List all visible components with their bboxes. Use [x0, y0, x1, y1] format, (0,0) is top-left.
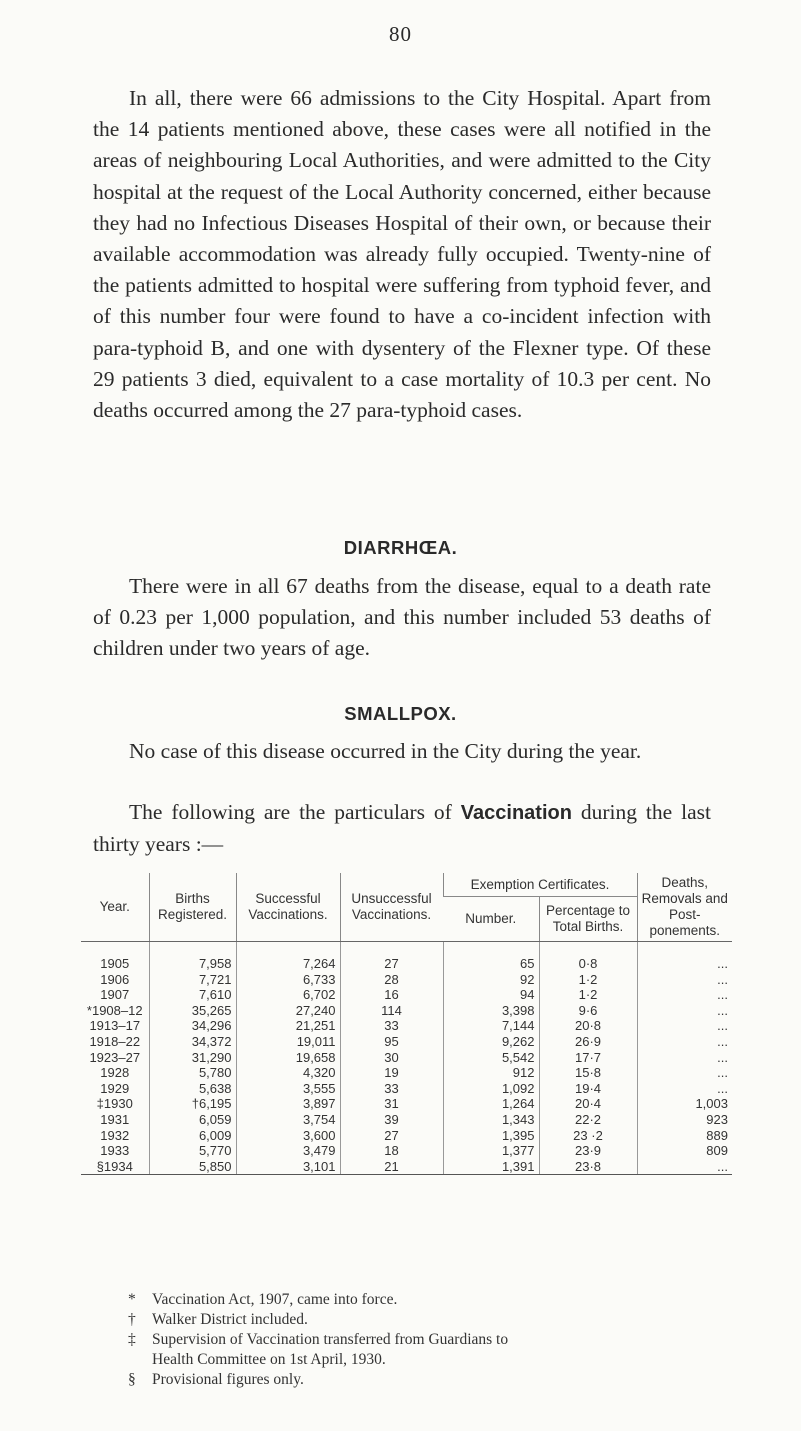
header-exemption: Exemption Certificates.: [443, 873, 637, 897]
cell-births: 6,009: [149, 1128, 236, 1144]
cell-deaths: ...: [637, 987, 732, 1003]
cell-successful: 7,264: [236, 942, 340, 972]
paragraph-diarrhoea: There were in all 67 deaths from the disease, equal to a death rate of 0.23 per 1,000 population, and this number included 53 deaths of children under two years of age.: [93, 574, 711, 661]
cell-deaths: ...: [637, 1050, 732, 1066]
cell-deaths: ...: [637, 1034, 732, 1050]
header-deaths: Deaths, Removals and Post-ponements.: [637, 873, 732, 942]
table-row: [81, 1128, 732, 1144]
footnote-text: Supervision of Vaccination transferred from Guardians to: [152, 1331, 509, 1348]
cell-year: 1907: [100, 987, 130, 1003]
table-row: [81, 972, 732, 988]
footnote-2: [128, 1310, 688, 1330]
cell-unsuccessful: 39: [340, 1112, 443, 1128]
cell-number: 65: [443, 942, 539, 972]
footnote-symbol: *: [128, 1291, 136, 1308]
table-row: [81, 1034, 732, 1050]
cell-births: 7,610: [149, 987, 236, 1003]
footnote-text: Provisional figures only.: [152, 1371, 304, 1388]
cell-unsuccessful: 95: [340, 1034, 443, 1050]
cell-births: 6,059: [149, 1112, 236, 1128]
cell-successful: 6,733: [236, 972, 340, 988]
footnote-4: [128, 1370, 688, 1390]
cell-pct: 15·8: [539, 1065, 637, 1081]
cell-births: 5,850: [149, 1159, 236, 1175]
table-row: [81, 1143, 732, 1159]
page-number: 80: [389, 22, 412, 46]
table-row: [81, 942, 732, 972]
cell-year: 1932: [100, 1127, 130, 1143]
vaccination-table: [81, 873, 732, 1175]
cell-unsuccessful: 31: [340, 1096, 443, 1112]
paragraph-admissions: In all, there were 66 admissions to the City Hospital. Apart from the 14 patients mentioned above, these cases were all notified in the areas of neighbouring Local Authorities, and were admitted to the City hospital at the request of the Local Authority concerned, either because they had no Infectious Diseases Hospital of their own, or because their available accommodation was already fully occupied. Twenty-nine of the patients admitted to hospital were suffering from typhoid fever, and of this number four were found to have a co-incident infection with para-typhoid B, and one with dysentery of the Flexner type. Of these 29 patients 3 died, equivalent to a case mortality of 10.3 per cent. No deaths occurred among the 27 para-typhoid cases.: [93, 86, 711, 423]
cell-number: 1,395: [443, 1128, 539, 1144]
cell-pct: 20·8: [539, 1018, 637, 1034]
header-births: Births Registered.: [149, 873, 236, 942]
paragraph-smallpox: No case of this disease occurred in the City during the year.: [129, 739, 642, 763]
cell-pct: 23·8: [539, 1159, 637, 1175]
table-row: [81, 1081, 732, 1097]
footnote-3-continuation: Health Committee on 1st April, 1930.: [152, 1351, 386, 1368]
cell-pct: 17·7: [539, 1050, 637, 1066]
cell-successful: 6,702: [236, 987, 340, 1003]
intro-text-bold: Vaccination: [460, 802, 572, 824]
cell-successful: 3,754: [236, 1112, 340, 1128]
cell-successful: 27,240: [236, 1003, 340, 1019]
cell-unsuccessful: 30: [340, 1050, 443, 1066]
cell-number: 3,398: [443, 1003, 539, 1019]
cell-deaths: ...: [637, 942, 732, 972]
cell-successful: 3,479: [236, 1143, 340, 1159]
header-number: Number.: [443, 897, 539, 942]
cell-unsuccessful: 19: [340, 1065, 443, 1081]
footnote-3: [128, 1330, 688, 1350]
cell-deaths: 809: [637, 1143, 732, 1159]
cell-pct: 1·2: [539, 987, 637, 1003]
cell-unsuccessful: 114: [340, 1003, 443, 1019]
cell-deaths: ...: [637, 972, 732, 988]
cell-number: 7,144: [443, 1018, 539, 1034]
footnotes: [128, 1290, 688, 1390]
cell-year: 1928: [100, 1065, 130, 1081]
cell-year: 1913–17: [89, 1018, 141, 1034]
cell-deaths: ...: [637, 1065, 732, 1081]
cell-pct: 22·2: [539, 1112, 637, 1128]
cell-births: †6,195: [149, 1096, 236, 1112]
cell-successful: 19,658: [236, 1050, 340, 1066]
table-row: [81, 1096, 732, 1112]
cell-pct: 23·9: [539, 1143, 637, 1159]
table-row: [81, 1065, 732, 1081]
cell-number: 94: [443, 987, 539, 1003]
table-body: [81, 942, 732, 1175]
cell-pct: 23 ·2: [539, 1128, 637, 1144]
cell-number: 1,377: [443, 1143, 539, 1159]
cell-pct: 0·8: [539, 942, 637, 972]
cell-deaths: ...: [637, 1018, 732, 1034]
cell-pct: 9·6: [539, 1003, 637, 1019]
cell-number: 912: [443, 1065, 539, 1081]
cell-unsuccessful: 18: [340, 1143, 443, 1159]
cell-unsuccessful: 27: [340, 942, 443, 972]
cell-unsuccessful: 16: [340, 987, 443, 1003]
table-row: [81, 1050, 732, 1066]
cell-year: 1933: [100, 1143, 130, 1159]
cell-number: 9,262: [443, 1034, 539, 1050]
cell-deaths: ...: [637, 1003, 732, 1019]
cell-deaths: 889: [637, 1128, 732, 1144]
cell-pct: 1·2: [539, 972, 637, 988]
footnote-text: Vaccination Act, 1907, came into force.: [152, 1291, 398, 1308]
cell-successful: 19,011: [236, 1034, 340, 1050]
intro-text-after: during the last thirty years :—: [93, 800, 711, 857]
cell-year: 1931: [100, 1111, 130, 1127]
footnote-symbol: §: [128, 1371, 136, 1388]
cell-number: 1,391: [443, 1159, 539, 1175]
cell-year: ‡1930: [96, 1096, 133, 1112]
cell-births: 5,780: [149, 1065, 236, 1081]
footnote-1: [128, 1290, 688, 1310]
cell-year: §1934: [81, 1159, 149, 1175]
cell-births: 31,290: [149, 1050, 236, 1066]
cell-year: *1908–12: [86, 1002, 143, 1018]
cell-births: 7,721: [149, 972, 236, 988]
header-successful: Successful Vaccinations.: [236, 873, 340, 942]
cell-deaths: ...: [637, 1081, 732, 1097]
cell-unsuccessful: 33: [340, 1018, 443, 1034]
heading-smallpox: SMALLPOX.: [344, 703, 457, 724]
cell-deaths: 923: [637, 1112, 732, 1128]
cell-successful: 3,897: [236, 1096, 340, 1112]
cell-pct: 26·9: [539, 1034, 637, 1050]
cell-unsuccessful: 28: [340, 972, 443, 988]
cell-number: 1,264: [443, 1096, 539, 1112]
cell-births: 5,638: [149, 1081, 236, 1097]
header-year: Year.: [81, 873, 149, 942]
heading-diarrhoea: DIARRHŒA.: [343, 537, 458, 558]
footnote-text: Walker District included.: [152, 1311, 308, 1328]
cell-successful: 21,251: [236, 1018, 340, 1034]
cell-deaths: ...: [637, 1159, 732, 1175]
cell-pct: 19·4: [539, 1081, 637, 1097]
cell-pct: 20·4: [539, 1096, 637, 1112]
cell-number: 5,542: [443, 1050, 539, 1066]
cell-year: 1918–22: [89, 1033, 141, 1049]
intro-text-before: The following are the particulars of: [129, 800, 461, 824]
table-row: [81, 1159, 732, 1175]
table-row: [81, 1112, 732, 1128]
cell-number: 1,092: [443, 1081, 539, 1097]
cell-unsuccessful: 27: [340, 1128, 443, 1144]
footnote-symbol: ‡: [128, 1331, 136, 1348]
cell-births: 34,372: [149, 1034, 236, 1050]
cell-year: 1929: [100, 1080, 130, 1096]
table-row: [81, 1003, 732, 1019]
cell-unsuccessful: 33: [340, 1081, 443, 1097]
header-percentage: Percentage to Total Births.: [539, 897, 637, 942]
cell-births: 35,265: [149, 1003, 236, 1019]
cell-deaths: 1,003: [637, 1096, 732, 1112]
cell-births: 7,958: [149, 942, 236, 972]
cell-successful: 3,600: [236, 1128, 340, 1144]
cell-year: 1923–27: [89, 1049, 141, 1065]
cell-number: 1,343: [443, 1112, 539, 1128]
cell-successful: 3,555: [236, 1081, 340, 1097]
cell-unsuccessful: 21: [340, 1159, 443, 1175]
table-row: [81, 987, 732, 1003]
cell-births: 34,296: [149, 1018, 236, 1034]
cell-births: 5,770: [149, 1143, 236, 1159]
cell-successful: 4,320: [236, 1065, 340, 1081]
table-row: [81, 1018, 732, 1034]
cell-successful: 3,101: [236, 1159, 340, 1175]
paragraph-vaccination-intro: [93, 797, 711, 860]
header-unsuccessful: Unsuccessful Vaccinations.: [340, 873, 443, 942]
cell-number: 92: [443, 972, 539, 988]
footnote-symbol: †: [128, 1311, 136, 1328]
cell-year: 1905: [100, 956, 130, 971]
cell-year: 1906: [100, 971, 130, 987]
